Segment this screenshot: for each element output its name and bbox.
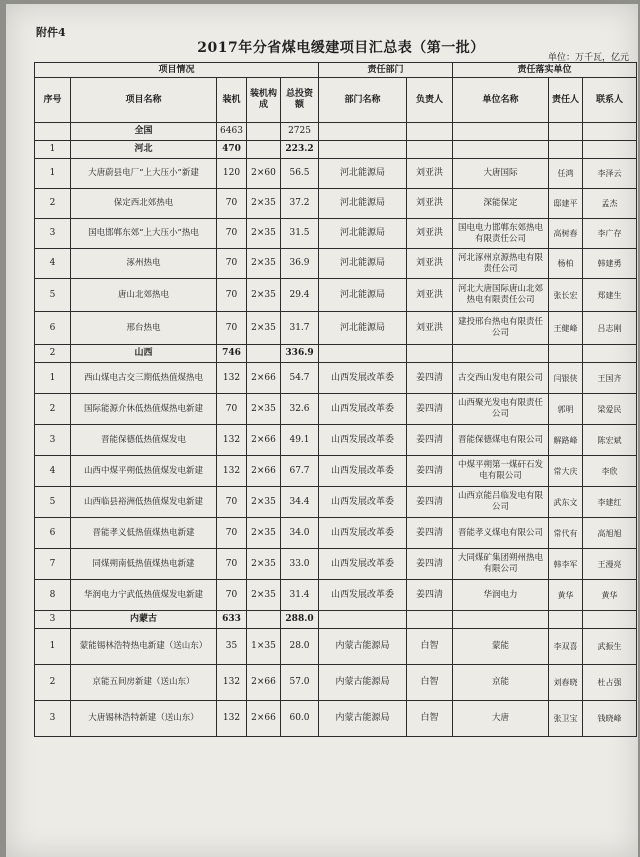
project-investment: 37.2 — [281, 189, 319, 219]
project-name: 大唐蔚县电厂“上大压小”新建 — [71, 159, 217, 189]
project-dept: 山西发展改革委 — [319, 456, 407, 487]
column-header-row — [35, 78, 637, 123]
project-name: 山西临县裕洲低热值煤发电新建 — [71, 487, 217, 518]
project-capacity: 70 — [217, 249, 247, 279]
province-investment: 336.9 — [281, 345, 319, 363]
project-capacity: 70 — [217, 219, 247, 249]
project-row — [35, 312, 637, 345]
province-investment: 223.2 — [281, 141, 319, 159]
project-seq: 2 — [35, 189, 71, 219]
project-capacity: 70 — [217, 279, 247, 312]
project-unit-name: 国电电力邯郸东郊热电有限责任公司 — [453, 219, 549, 249]
province-unit-leader — [549, 345, 583, 363]
project-investment: 32.6 — [281, 394, 319, 425]
project-contact: 王国齐 — [583, 363, 637, 394]
project-name: 西山煤电古交三期低热值煤热电 — [71, 363, 217, 394]
project-investment: 49.1 — [281, 425, 319, 456]
project-config: 2×66 — [247, 425, 281, 456]
header-leader: 负责人 — [407, 78, 453, 123]
project-contact: 吕志刚 — [583, 312, 637, 345]
project-unit-name: 山西京能吕临发电有限公司 — [453, 487, 549, 518]
project-seq: 5 — [35, 279, 71, 312]
project-row — [35, 249, 637, 279]
project-row — [35, 518, 637, 549]
project-config: 2×35 — [247, 394, 281, 425]
project-dept: 河北能源局 — [319, 279, 407, 312]
project-capacity: 35 — [217, 629, 247, 665]
project-unit-name: 深能保定 — [453, 189, 549, 219]
project-name: 京能五间房新建（送山东） — [71, 665, 217, 701]
project-capacity: 70 — [217, 189, 247, 219]
national-seq — [35, 123, 71, 141]
project-capacity: 132 — [217, 363, 247, 394]
project-seq: 6 — [35, 518, 71, 549]
group-header-unit: 责任落实单位 — [453, 63, 637, 78]
project-dept: 山西发展改革委 — [319, 518, 407, 549]
project-config: 2×35 — [247, 549, 281, 580]
project-dept: 内蒙古能源局 — [319, 665, 407, 701]
header-name: 项目名称 — [71, 78, 217, 123]
project-investment: 31.7 — [281, 312, 319, 345]
national-leader — [407, 123, 453, 141]
project-config: 2×66 — [247, 665, 281, 701]
province-seq: 3 — [35, 611, 71, 629]
project-capacity: 70 — [217, 312, 247, 345]
project-contact: 陈宏斌 — [583, 425, 637, 456]
province-name: 河北 — [71, 141, 217, 159]
project-name: 同煤朔南低热值煤热电新建 — [71, 549, 217, 580]
project-leader: 姜四清 — [407, 549, 453, 580]
project-capacity: 70 — [217, 394, 247, 425]
project-dept: 河北能源局 — [319, 312, 407, 345]
province-leader — [407, 611, 453, 629]
project-contact: 李建红 — [583, 487, 637, 518]
project-contact: 梁爱民 — [583, 394, 637, 425]
project-name: 晋能孝义低热值煤热电新建 — [71, 518, 217, 549]
project-contact: 武振生 — [583, 629, 637, 665]
project-capacity: 70 — [217, 518, 247, 549]
project-dept: 河北能源局 — [319, 219, 407, 249]
group-header-dept: 责任部门 — [319, 63, 453, 78]
project-unit-leader: 常代有 — [549, 518, 583, 549]
project-seq: 5 — [35, 487, 71, 518]
project-name: 晋能保德低热值煤发电 — [71, 425, 217, 456]
project-investment: 57.0 — [281, 665, 319, 701]
province-config — [247, 611, 281, 629]
province-row — [35, 611, 637, 629]
province-dept — [319, 611, 407, 629]
project-seq: 1 — [35, 159, 71, 189]
project-config: 2×66 — [247, 456, 281, 487]
project-dept: 山西发展改革委 — [319, 580, 407, 611]
province-unit-leader — [549, 141, 583, 159]
project-capacity: 70 — [217, 580, 247, 611]
project-config: 2×35 — [247, 580, 281, 611]
province-dept — [319, 345, 407, 363]
province-leader — [407, 141, 453, 159]
project-leader: 姜四清 — [407, 456, 453, 487]
province-contact — [583, 611, 637, 629]
project-contact: 黄华 — [583, 580, 637, 611]
project-leader: 刘亚洪 — [407, 279, 453, 312]
project-investment: 56.5 — [281, 159, 319, 189]
province-config — [247, 345, 281, 363]
project-leader: 刘亚洪 — [407, 159, 453, 189]
project-investment: 60.0 — [281, 701, 319, 737]
project-config: 2×35 — [247, 279, 281, 312]
project-name: 国际能源介休低热值煤热电新建 — [71, 394, 217, 425]
project-config: 2×66 — [247, 363, 281, 394]
province-unit — [453, 141, 549, 159]
project-name: 保定西北郊热电 — [71, 189, 217, 219]
project-contact: 郑建生 — [583, 279, 637, 312]
project-config: 2×35 — [247, 189, 281, 219]
project-leader: 白智 — [407, 629, 453, 665]
project-contact: 杜占强 — [583, 665, 637, 701]
project-row — [35, 425, 637, 456]
project-unit-name: 大同煤矿集团朔州热电有限公司 — [453, 549, 549, 580]
project-leader: 刘亚洪 — [407, 189, 453, 219]
national-config — [247, 123, 281, 141]
project-seq: 2 — [35, 394, 71, 425]
project-investment: 67.7 — [281, 456, 319, 487]
province-seq: 1 — [35, 141, 71, 159]
national-unit — [453, 123, 549, 141]
national-dept — [319, 123, 407, 141]
project-unit-leader: 韩李军 — [549, 549, 583, 580]
project-dept: 山西发展改革委 — [319, 363, 407, 394]
project-leader: 姜四清 — [407, 487, 453, 518]
project-name: 涿州热电 — [71, 249, 217, 279]
project-capacity: 132 — [217, 665, 247, 701]
project-unit-leader: 王健峰 — [549, 312, 583, 345]
project-config: 2×35 — [247, 219, 281, 249]
province-config — [247, 141, 281, 159]
project-row — [35, 189, 637, 219]
project-seq: 3 — [35, 219, 71, 249]
project-row — [35, 701, 637, 737]
project-config: 2×66 — [247, 701, 281, 737]
project-investment: 36.9 — [281, 249, 319, 279]
project-unit-leader: 张长宏 — [549, 279, 583, 312]
project-row — [35, 394, 637, 425]
project-leader: 白智 — [407, 665, 453, 701]
project-unit-name: 古交西山发电有限公司 — [453, 363, 549, 394]
header-capacity: 装机 — [217, 78, 247, 123]
project-leader: 刘亚洪 — [407, 219, 453, 249]
project-contact: 李广存 — [583, 219, 637, 249]
project-dept: 河北能源局 — [319, 249, 407, 279]
project-unit-leader: 解路峰 — [549, 425, 583, 456]
province-capacity: 746 — [217, 345, 247, 363]
project-unit-leader: 黄华 — [549, 580, 583, 611]
project-name: 大唐锡林浩特新建（送山东） — [71, 701, 217, 737]
project-seq: 4 — [35, 249, 71, 279]
attachment-label: 附件4 — [36, 26, 66, 39]
project-unit-leader: 李双喜 — [549, 629, 583, 665]
project-row — [35, 629, 637, 665]
project-name: 邢台热电 — [71, 312, 217, 345]
province-contact — [583, 345, 637, 363]
project-investment: 31.4 — [281, 580, 319, 611]
province-capacity: 470 — [217, 141, 247, 159]
national-label: 全国 — [71, 123, 217, 141]
project-seq: 2 — [35, 665, 71, 701]
group-header-row — [35, 63, 637, 78]
project-leader: 刘亚洪 — [407, 312, 453, 345]
province-unit — [453, 611, 549, 629]
project-dept: 山西发展改革委 — [319, 487, 407, 518]
header-contact: 联系人 — [583, 78, 637, 123]
project-config: 2×35 — [247, 487, 281, 518]
project-name: 华润电力宁武低热值煤发电新建 — [71, 580, 217, 611]
project-capacity: 132 — [217, 701, 247, 737]
project-capacity: 70 — [217, 549, 247, 580]
project-unit-leader: 杨柏 — [549, 249, 583, 279]
national-contact — [583, 123, 637, 141]
province-name: 内蒙古 — [71, 611, 217, 629]
province-row — [35, 345, 637, 363]
project-unit-name: 山西聚光发电有限责任公司 — [453, 394, 549, 425]
project-contact: 王漫亮 — [583, 549, 637, 580]
project-contact: 韩建勇 — [583, 249, 637, 279]
project-unit-name: 中煤平朔第一煤矸石发电有限公司 — [453, 456, 549, 487]
project-dept: 河北能源局 — [319, 159, 407, 189]
project-row — [35, 549, 637, 580]
national-total-row — [35, 123, 637, 141]
document-page — [6, 4, 638, 857]
project-unit-leader: 郭明 — [549, 394, 583, 425]
project-seq: 3 — [35, 701, 71, 737]
project-config: 2×35 — [247, 249, 281, 279]
project-investment: 54.7 — [281, 363, 319, 394]
project-investment: 31.5 — [281, 219, 319, 249]
project-unit-name: 大唐国际 — [453, 159, 549, 189]
project-seq: 7 — [35, 549, 71, 580]
project-investment: 34.4 — [281, 487, 319, 518]
group-header-project: 项目情况 — [35, 63, 319, 78]
project-config: 2×60 — [247, 159, 281, 189]
project-config: 2×35 — [247, 518, 281, 549]
project-unit-name: 大唐 — [453, 701, 549, 737]
project-name: 蒙能锡林浩特热电新建（送山东） — [71, 629, 217, 665]
project-leader: 刘亚洪 — [407, 249, 453, 279]
province-seq: 2 — [35, 345, 71, 363]
project-dept: 内蒙古能源局 — [319, 701, 407, 737]
project-unit-name: 河北涿州京源热电有限责任公司 — [453, 249, 549, 279]
province-unit-leader — [549, 611, 583, 629]
province-contact — [583, 141, 637, 159]
project-leader: 姜四清 — [407, 580, 453, 611]
project-contact: 李泽云 — [583, 159, 637, 189]
project-row — [35, 487, 637, 518]
project-row — [35, 219, 637, 249]
project-leader: 姜四清 — [407, 363, 453, 394]
project-capacity: 132 — [217, 456, 247, 487]
project-seq: 1 — [35, 363, 71, 394]
project-dept: 山西发展改革委 — [319, 394, 407, 425]
project-unit-leader: 张卫宝 — [549, 701, 583, 737]
project-contact: 李欣 — [583, 456, 637, 487]
header-unit-leader: 责任人 — [549, 78, 583, 123]
project-unit-name: 河北大唐国际唐山北郊热电有限责任公司 — [453, 279, 549, 312]
header-investment: 总投资额 — [281, 78, 319, 123]
project-contact: 钱晓峰 — [583, 701, 637, 737]
province-leader — [407, 345, 453, 363]
province-row — [35, 141, 637, 159]
project-unit-name: 蒙能 — [453, 629, 549, 665]
project-row — [35, 580, 637, 611]
project-investment: 28.0 — [281, 629, 319, 665]
project-contact: 高旭旭 — [583, 518, 637, 549]
project-leader: 姜四清 — [407, 425, 453, 456]
project-config: 1×35 — [247, 629, 281, 665]
project-name: 唐山北郊热电 — [71, 279, 217, 312]
project-row — [35, 456, 637, 487]
province-investment: 288.0 — [281, 611, 319, 629]
project-capacity: 70 — [217, 487, 247, 518]
header-unit-name: 单位名称 — [453, 78, 549, 123]
province-capacity: 633 — [217, 611, 247, 629]
project-contact: 孟杰 — [583, 189, 637, 219]
header-dept-name: 部门名称 — [319, 78, 407, 123]
unit-note: 单位：万千瓦，亿元 — [548, 53, 630, 63]
project-unit-leader: 闫银侠 — [549, 363, 583, 394]
project-seq: 1 — [35, 629, 71, 665]
project-dept: 河北能源局 — [319, 189, 407, 219]
project-unit-leader: 高树春 — [549, 219, 583, 249]
project-config: 2×35 — [247, 312, 281, 345]
national-investment: 2725 — [281, 123, 319, 141]
project-unit-leader: 武东文 — [549, 487, 583, 518]
project-unit-leader: 任鸿 — [549, 159, 583, 189]
project-unit-name: 晋能孝义煤电有限公司 — [453, 518, 549, 549]
project-name: 国电邯郸东郊“上大压小”热电 — [71, 219, 217, 249]
project-investment: 34.0 — [281, 518, 319, 549]
national-capacity: 6463 — [217, 123, 247, 141]
project-unit-leader: 邸建平 — [549, 189, 583, 219]
project-seq: 6 — [35, 312, 71, 345]
project-unit-name: 晋能保德煤电有限公司 — [453, 425, 549, 456]
project-capacity: 120 — [217, 159, 247, 189]
project-unit-name: 京能 — [453, 665, 549, 701]
project-seq: 3 — [35, 425, 71, 456]
project-row — [35, 159, 637, 189]
project-dept: 山西发展改革委 — [319, 425, 407, 456]
document-title: 2017年分省煤电缓建项目汇总表（第一批） — [197, 40, 485, 56]
project-row — [35, 363, 637, 394]
project-seq: 8 — [35, 580, 71, 611]
project-dept: 山西发展改革委 — [319, 549, 407, 580]
project-unit-leader: 常大庆 — [549, 456, 583, 487]
project-leader: 姜四清 — [407, 518, 453, 549]
project-leader: 姜四清 — [407, 394, 453, 425]
national-unit-leader — [549, 123, 583, 141]
project-dept: 内蒙古能源局 — [319, 629, 407, 665]
project-seq: 4 — [35, 456, 71, 487]
project-unit-name: 华润电力 — [453, 580, 549, 611]
project-investment: 33.0 — [281, 549, 319, 580]
project-row — [35, 279, 637, 312]
project-unit-leader: 刘春晓 — [549, 665, 583, 701]
project-investment: 29.4 — [281, 279, 319, 312]
project-row — [35, 665, 637, 701]
province-name: 山西 — [71, 345, 217, 363]
project-name: 山西中煤平朔低热值煤发电新建 — [71, 456, 217, 487]
project-leader: 白智 — [407, 701, 453, 737]
project-unit-name: 建投邢台热电有限责任公司 — [453, 312, 549, 345]
province-dept — [319, 141, 407, 159]
summary-table — [34, 62, 637, 737]
header-config: 装机构成 — [247, 78, 281, 123]
header-seq: 序号 — [35, 78, 71, 123]
province-unit — [453, 345, 549, 363]
project-capacity: 132 — [217, 425, 247, 456]
